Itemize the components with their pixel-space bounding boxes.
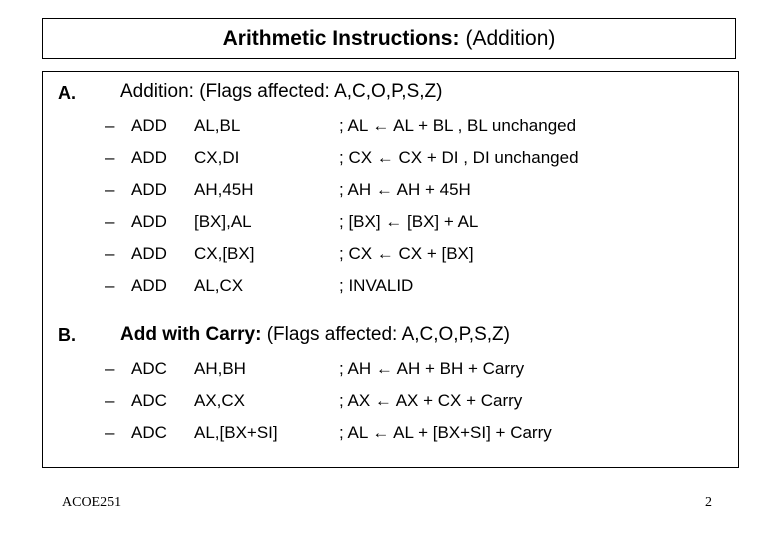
section-b-heading-rest: (Flags affected: A,C,O,P,S,Z) xyxy=(261,324,510,345)
operands: [BX],AL xyxy=(194,212,252,231)
slide-title xyxy=(42,18,736,59)
section-a-heading xyxy=(120,81,442,103)
operands: AX,CX xyxy=(194,391,246,410)
opcode: ADD xyxy=(131,180,167,199)
comment: ; AH ← AH + BH + Carry xyxy=(339,359,525,378)
operands: AL,BL xyxy=(194,116,241,135)
opcode: ADD xyxy=(131,148,167,167)
comment: ; CX ← CX + DI , DI unchanged xyxy=(339,148,579,167)
opcode: ADC xyxy=(131,423,167,442)
opcode: ADD xyxy=(131,212,167,231)
page-number: 2 xyxy=(705,495,712,510)
opcode: ADC xyxy=(131,391,167,410)
section-a-letter: A. xyxy=(58,83,76,103)
course-code: ACOE251 xyxy=(62,495,122,510)
operands: CX,DI xyxy=(194,148,240,167)
section-b-heading-bold: Add with Carry: xyxy=(120,324,262,345)
bullet-dash: – xyxy=(105,180,115,199)
bullet-dash: – xyxy=(105,116,115,135)
bullet-dash: – xyxy=(105,212,115,231)
operands: AH,BH xyxy=(194,359,246,378)
opcode: ADD xyxy=(131,116,167,135)
bullet-dash: – xyxy=(105,359,115,378)
operands: AL,CX xyxy=(194,276,244,295)
title-bold: Arithmetic Instructions: xyxy=(222,26,460,50)
bullet-dash: – xyxy=(105,276,115,295)
operands: AL,[BX+SI] xyxy=(194,423,278,442)
opcode: ADD xyxy=(131,276,167,295)
comment: ; AL ← AL + [BX+SI] + Carry xyxy=(339,423,552,442)
comment: ; INVALID xyxy=(339,276,414,295)
comment: ; AL ← AL + BL , BL unchanged xyxy=(339,116,577,135)
operands: AH,45H xyxy=(194,180,254,199)
section-b-heading xyxy=(120,324,510,346)
comment: ; AX ← AX + CX + Carry xyxy=(339,391,523,410)
comment: ; [BX] ← [BX] + AL xyxy=(339,212,479,231)
section-b-letter: B. xyxy=(58,325,76,345)
title-rest: (Addition) xyxy=(465,26,556,50)
section-a-heading-bold: Addition xyxy=(120,81,189,102)
opcode: ADD xyxy=(131,244,167,263)
comment: ; AH ← AH + 45H xyxy=(339,180,471,199)
section-a-heading-rest: : (Flags affected: A,C,O,P,S,Z) xyxy=(188,81,443,102)
content-box xyxy=(42,71,739,468)
operands: CX,[BX] xyxy=(194,244,255,263)
comment: ; CX ← CX + [BX] xyxy=(339,244,474,263)
opcode: ADC xyxy=(131,359,167,378)
bullet-dash: – xyxy=(105,391,115,410)
bullet-dash: – xyxy=(105,244,115,263)
bullet-dash: – xyxy=(105,423,115,442)
bullet-dash: – xyxy=(105,148,115,167)
